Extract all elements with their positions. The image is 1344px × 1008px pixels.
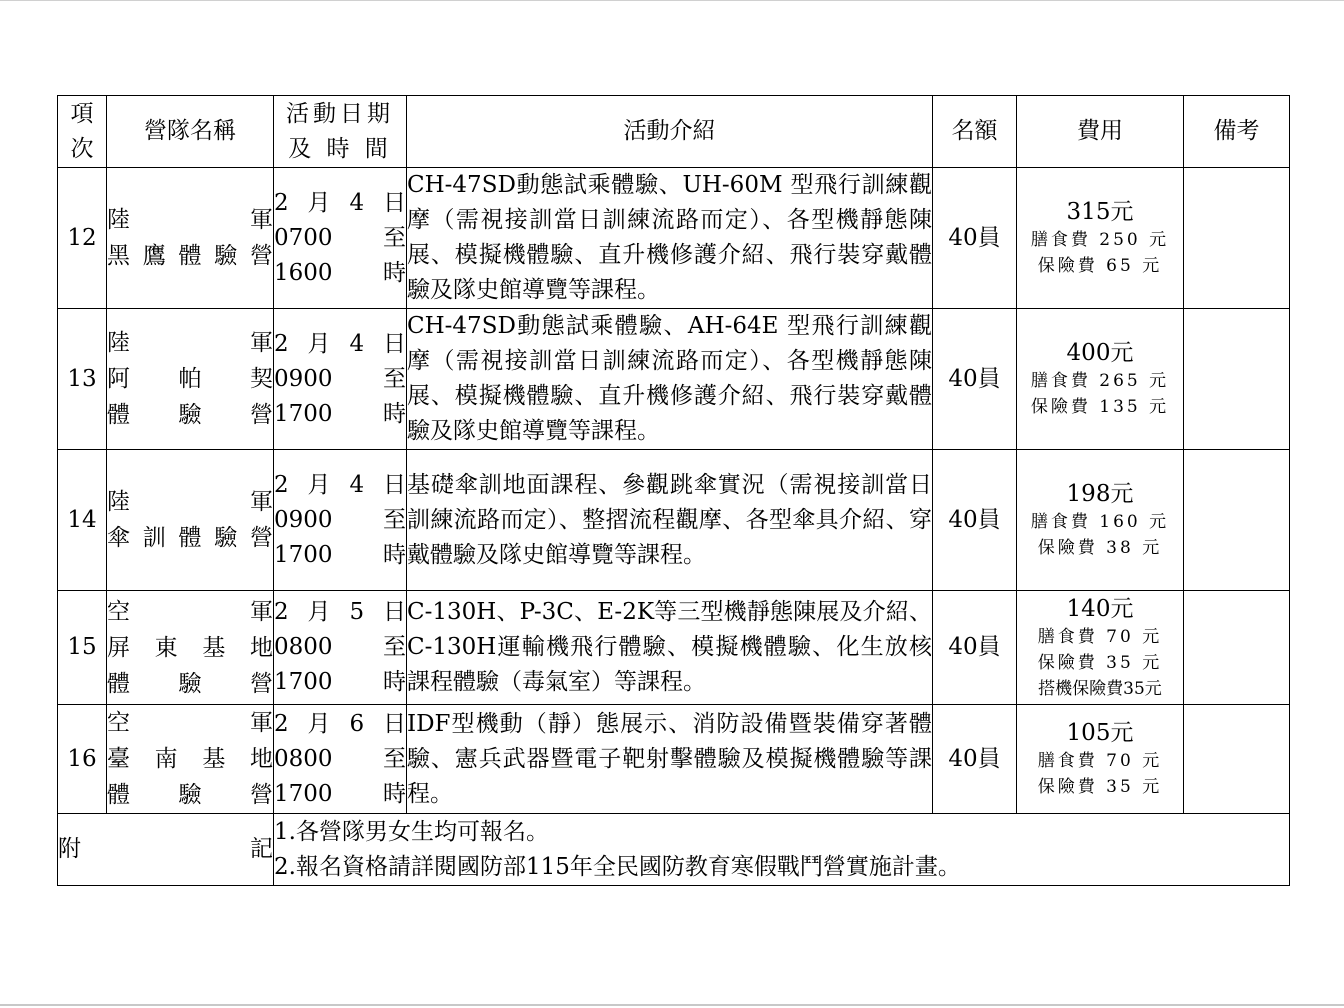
table-row	[58, 705, 1290, 814]
quota: 40員	[933, 309, 1017, 450]
fee-item: 膳食費 160 元	[1030, 512, 1170, 532]
fee	[1017, 309, 1184, 450]
fee-item: 膳食費 265 元	[1030, 371, 1170, 391]
fee-item: 膳食費 70 元	[1037, 751, 1163, 771]
header-description: 活動介紹	[407, 96, 933, 168]
remark	[1184, 705, 1290, 814]
quota: 40員	[933, 168, 1017, 309]
note-row	[58, 814, 1290, 886]
fee	[1017, 168, 1184, 309]
fee-total: 140元	[1066, 595, 1134, 622]
fee-total: 198元	[1066, 481, 1134, 507]
fee	[1017, 591, 1184, 705]
quota: 40員	[933, 591, 1017, 705]
fee-item: 膳食費 70 元	[1037, 626, 1163, 647]
activity-description: C-130H、P-3C、E-2K等三型機靜態陳展及介紹、C-130H運輸機飛行體驗、模擬機體驗、化生放核課程體驗（毒氣室）等課程。	[407, 591, 933, 705]
camp-name: 陸軍 阿帕契 體驗營	[107, 309, 274, 450]
header-fee: 費用	[1017, 96, 1184, 168]
fee-item: 膳食費 250 元	[1030, 230, 1170, 250]
remark	[1184, 309, 1290, 450]
note-line: 2.報名資格請詳閱國防部115年全民國防教育寒假戰鬥營實施計畫。	[274, 853, 961, 880]
fee-total: 400元	[1066, 340, 1134, 366]
camp-name: 空軍 屏東基地 體驗營	[107, 591, 274, 705]
item-number: 13	[58, 309, 107, 450]
bottom-rule	[0, 1004, 1344, 1006]
camp-name: 陸軍 黑鷹體驗營	[107, 168, 274, 309]
quota: 40員	[933, 450, 1017, 591]
remark	[1184, 450, 1290, 591]
date-time: 2月4日 0900至 1700時	[274, 309, 407, 450]
remark	[1184, 591, 1290, 705]
fee	[1017, 705, 1184, 814]
header-camp-name: 營隊名稱	[107, 96, 274, 168]
fee-total: 105元	[1066, 720, 1134, 746]
camp-name: 空軍 臺南基地 體驗營	[107, 705, 274, 814]
fee-item: 保險費 135 元	[1030, 397, 1170, 417]
table-header-row	[58, 96, 1290, 168]
note-line: 1.各營隊男女生均可報名。	[274, 818, 549, 845]
fee-total: 315元	[1066, 199, 1134, 225]
date-time: 2月4日 0700至 1600時	[274, 168, 407, 309]
fee-item: 保險費 35 元	[1037, 777, 1163, 797]
table-row	[58, 591, 1290, 705]
item-number: 12	[58, 168, 107, 309]
date-time: 2月5日 0800至 1700時	[274, 591, 407, 705]
header-remark: 備考	[1184, 96, 1290, 168]
camp-name: 陸軍 傘訓體驗營	[107, 450, 274, 591]
remark	[1184, 168, 1290, 309]
header-quota: 名額	[933, 96, 1017, 168]
fee	[1017, 450, 1184, 591]
fee-item: 保險費 35 元	[1037, 652, 1163, 673]
item-number: 16	[58, 705, 107, 814]
table-row	[58, 168, 1290, 309]
item-number: 14	[58, 450, 107, 591]
fee-item: 搭機保險費35元	[1038, 678, 1162, 699]
note-text	[274, 814, 1290, 886]
activity-description: CH-47SD動態試乘體驗、UH-60M 型飛行訓練觀摩（需視接訓當日訓練流路而定）、各型機靜態陳展、模擬機體驗、直升機修護介紹、飛行裝穿戴體驗及隊史館導覽等課程。	[407, 168, 933, 309]
quota: 40員	[933, 705, 1017, 814]
fee-item: 保險費 65 元	[1037, 256, 1163, 276]
top-rule	[0, 0, 1344, 1]
header-item-number: 項 次	[58, 96, 107, 168]
camp-schedule-table	[57, 95, 1290, 886]
date-time: 2月6日 0800至 1700時	[274, 705, 407, 814]
table-row	[58, 309, 1290, 450]
activity-description: CH-47SD動態試乘體驗、AH-64E 型飛行訓練觀摩（需視接訓當日訓練流路而定）、各型機靜態陳展、模擬機體驗、直升機修護介紹、飛行裝穿戴體驗及隊史館導覽等課程。	[407, 309, 933, 450]
header-date-time: 活動日期 及 時 間	[274, 96, 407, 168]
note-label: 附記	[58, 814, 274, 886]
activity-description: IDF型機動（靜）態展示、消防設備暨裝備穿著體驗、憲兵武器暨電子靶射擊體驗及模擬機體驗等課程。	[407, 705, 933, 814]
item-number: 15	[58, 591, 107, 705]
activity-description: 基礎傘訓地面課程、參觀跳傘實況（需視接訓當日訓練流路而定）、整摺流程觀摩、各型傘具介紹、穿戴體驗及隊史館導覽等課程。	[407, 450, 933, 591]
table-row	[58, 450, 1290, 591]
date-time: 2月4日 0900至 1700時	[274, 450, 407, 591]
fee-item: 保險費 38 元	[1037, 538, 1163, 558]
